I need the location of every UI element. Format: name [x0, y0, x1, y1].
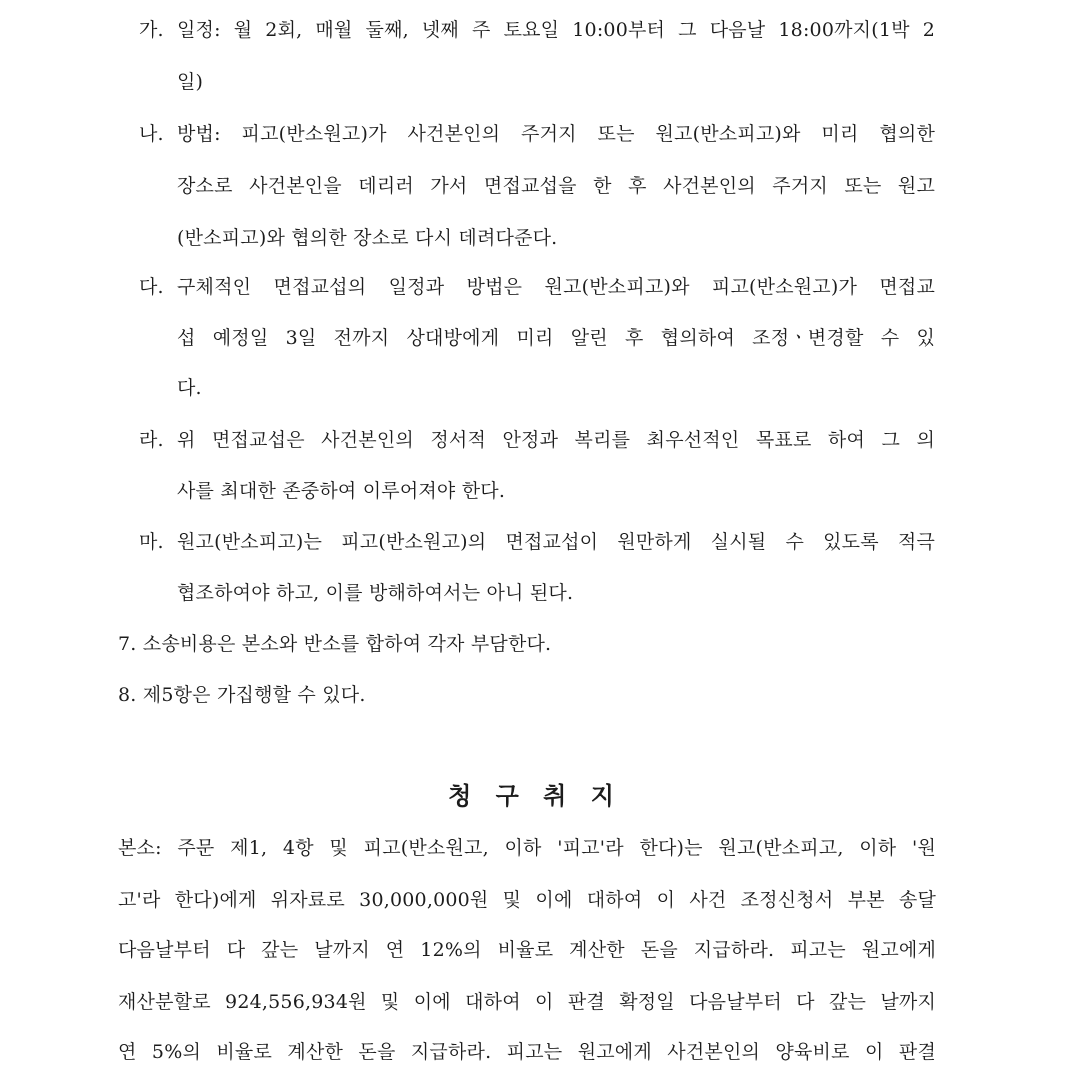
- item-na-line-2: 장소로 사건본인을 데리러 가서 면접교섭을 한 후 사건본인의 주거지 또는 원고: [177, 175, 935, 197]
- item-ra-line-2: 사를 최대한 존중하여 이루어져야 한다.: [177, 480, 506, 502]
- item-ga-line-2: 일): [177, 71, 204, 93]
- item-na-line-3: (반소피고)와 협의한 장소로 다시 데려다준다.: [177, 227, 558, 249]
- claim-line-3: 다음날부터 다 갚는 날까지 연 12%의 비율로 계산한 돈을 지급하라. 피고는 원고에게: [118, 939, 936, 961]
- claim-line-4: 재산분할로 924,556,934원 및 이에 대하여 이 판결 확정일 다음날부터 다 갚는 날까지: [118, 991, 936, 1013]
- item-marker-na: 나.: [139, 123, 164, 145]
- claim-line-2: 고'라 한다)에게 위자료로 30,000,000원 및 이에 대하여 이 사건 조정신청서 부본 송달: [118, 889, 936, 911]
- numbered-item-8: 8. 제5항은 가집행할 수 있다.: [118, 684, 366, 706]
- item-na-line-1: 방법: 피고(반소원고)가 사건본인의 주거지 또는 원고(반소피고)와 미리 협의한: [177, 123, 935, 145]
- item-ma-line-2: 협조하여야 하고, 이를 방해하여서는 아니 된다.: [177, 582, 574, 604]
- item-marker-ga: 가.: [139, 19, 164, 41]
- item-marker-ra: 라.: [139, 429, 164, 451]
- claim-line-5: 연 5%의 비율로 계산한 돈을 지급하라. 피고는 원고에게 사건본인의 양육비로 이 판결: [118, 1041, 936, 1063]
- item-da-line-3: 다.: [177, 377, 202, 399]
- item-ra-line-1: 위 면접교섭은 사건본인의 정서적 안정과 복리를 최우선적인 목표로 하여 그 의: [177, 429, 935, 451]
- section-heading: 청 구 취 지: [448, 781, 622, 810]
- item-da-line-2: 섭 예정일 3일 전까지 상대방에게 미리 알린 후 협의하여 조정ㆍ변경할 수 있: [177, 327, 935, 349]
- item-marker-da: 다.: [139, 276, 164, 298]
- numbered-item-7: 7. 소송비용은 본소와 반소를 합하여 각자 부담한다.: [118, 633, 552, 655]
- claim-line-1: 본소: 주문 제1, 4항 및 피고(반소원고, 이하 '피고'라 한다)는 원고(반소피고, 이하 '원: [118, 837, 936, 859]
- item-marker-ma: 마.: [139, 531, 164, 553]
- item-ma-line-1: 원고(반소피고)는 피고(반소원고)의 면접교섭이 원만하게 실시될 수 있도록 적극: [177, 531, 935, 553]
- item-da-line-1: 구체적인 면접교섭의 일정과 방법은 원고(반소피고)와 피고(반소원고)가 면접교: [177, 276, 935, 298]
- item-ga-line-1: 일정: 월 2회, 매월 둘째, 넷째 주 토요일 10:00부터 그 다음날 18:00까지(1박 2: [177, 19, 935, 41]
